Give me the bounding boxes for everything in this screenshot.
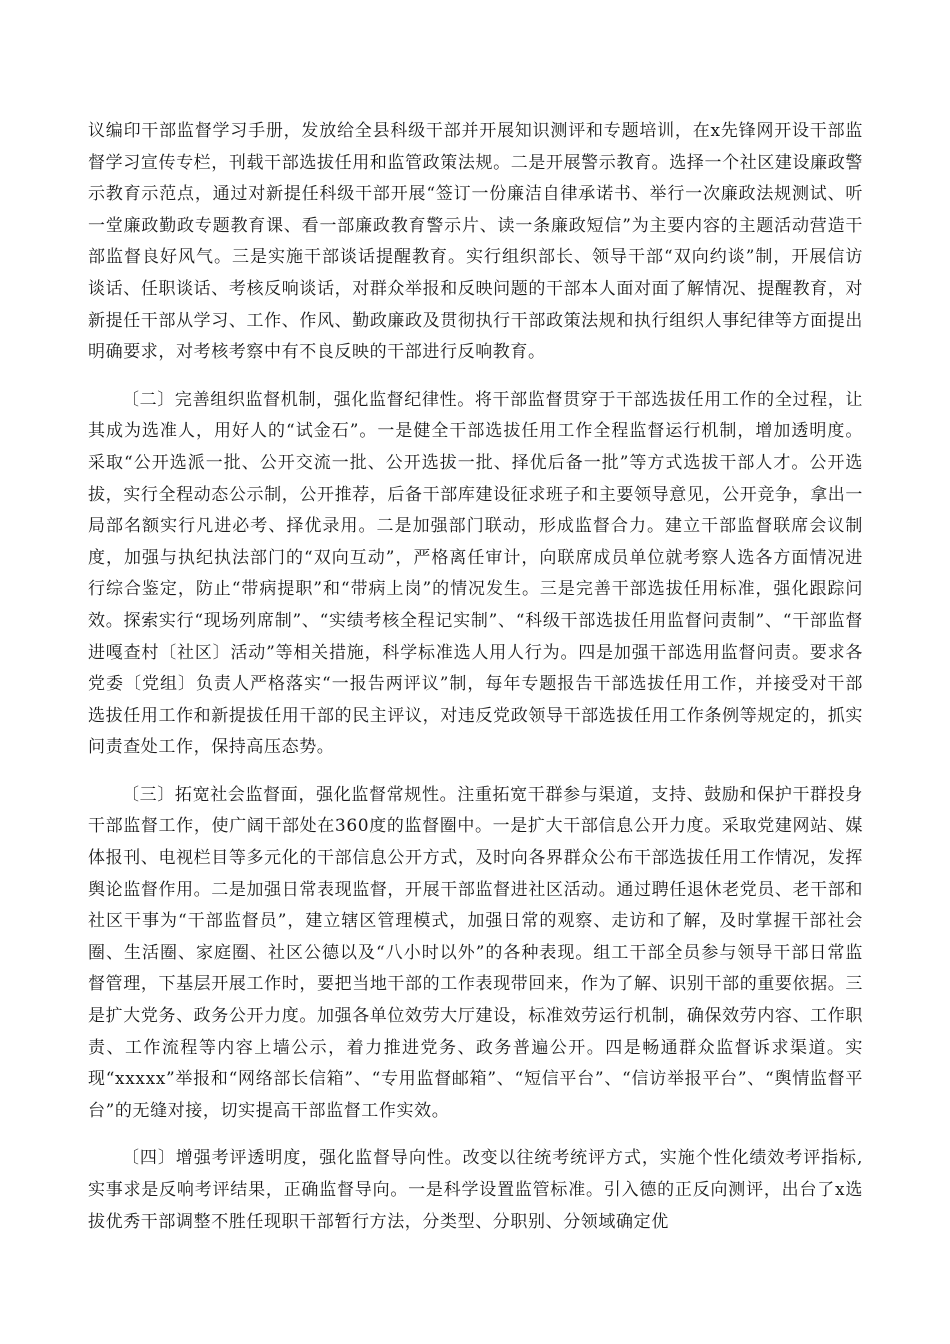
paragraph-section-three: 〔三〕拓宽社会监督面，强化监督常规性。注重拓宽干群参与渠道，支持、鼓励和保护干群投身干部监督工作，使广阔干部处在360度的监督圈中。一是扩大干部信息公开力度。采取党建网站、媒体报刊、电视栏目等多元化的干部信息公开方式，及时向各界群众公布干部选拔任用工作情况，发挥舆论监督作用。二是加强日常表现监督，开展干部监督进社区活动。通过聘任退休老党员、老干部和社区干事为“干部监督员”，建立辖区管理模式，加强日常的观察、走访和了解，及时掌握干部社会圈、生活圈、家庭圈、社区公德以及“八小时以外”的各种表现。组工干部全员参与领导干部日常监督管理，下基层开展工作时，要把当地干部的工作表现带回来，作为了解、识别干部的重要依据。三是扩大党务、政务公开力度。加强各单位效劳大厅建设，标准效劳运行机制，确保效劳内容、工作职责、工作流程等内容上墙公示，着力推进党务、政务普遍公开。四是畅通群众监督诉求渠道。实现“xxxxx”举报和“网络部长信箱”、“专用监督邮箱”、“短信平台”、“信访举报平台”、“舆情监督平台”的无缝对接，切实提高干部监督工作实效。: [88, 784, 863, 1121]
paragraph-section-four: 〔四〕增强考评透明度，强化监督导向性。改变以往统考统评方式，实施个性化绩效考评指标,实事求是反响考评结果，正确监督导向。一是科学设置监管标准。引入德的正反向测评，出台了x选拔优秀干部调整不胜任现职干部暂行方法，分类型、分职别、分领域确定优: [88, 1148, 863, 1232]
paragraph-continuation: 议编印干部监督学习手册，发放给全县科级干部并开展知识测评和专题培训，在x先锋网开设干部监督学习宣传专栏，刊载干部选拔任用和监管政策法规。二是开展警示教育。选择一个社区建设廉政警示教育示范点，通过对新提任科级干部开展“签订一份廉洁自律承诺书、举行一次廉政法规测试、听一堂廉政勤政专题教育课、看一部廉政教育警示片、读一条廉政短信”为主要内容的主题活动营造干部监督良好风气。三是实施干部谈话提醒教育。实行组织部长、领导干部“双向约谈”制，开展信访谈话、任职谈话、考核反响谈话，对群众举报和反映问题的干部本人面对面了解情况、提醒教育，对新提任干部从学习、工作、作风、勤政廉政及贯彻执行干部政策法规和执行组织人事纪律等方面提出明确要求，对考核考察中有不良反映的干部进行反响教育。: [88, 121, 863, 363]
paragraph-section-two: 〔二〕完善组织监督机制，强化监督纪律性。将干部监督贯穿于干部选拔任用工作的全过程，让其成为选准人，用好人的“试金石”。一是健全干部选拔任用工作全程监督运行机制，增加透明度。采取“公开选派一批、公开交流一批、公开选拔一批、择优后备一批”等方式选拔干部人才。公开选拔，实行全程动态公示制，公开推荐，后备干部库建设征求班子和主要领导意见，公开竞争，拿出一局部名额实行凡进必考、择优录用。二是加强部门联动，形成监督合力。建立干部监督联席会议制度，加强与执纪执法部门的“双向互动”，严格离任审计，向联席成员单位就考察人选各方面情况进行综合鉴定，防止“带病提职”和“带病上岗”的情况发生。三是完善干部选拔任用标准，强化跟踪问效。探索实行“现场列席制”、“实绩考核全程记实制”、“科级干部选拔任用监督问责制”、“干部监督进嘎查村〔社区〕活动”等相关措施，科学标准选人用人行为。四是加强干部选用监督问责。要求各党委〔党组〕负责人严格落实“一报告两评议”制，每年专题报告干部选拔任用工作，并接受对干部选拔任用工作和新提拔任用干部的民主评议，对违反党政领导干部选拔任用工作条例等规定的，抓实问责查处工作，保持高压态势。: [88, 389, 863, 758]
document-body: [88, 116, 863, 1254]
